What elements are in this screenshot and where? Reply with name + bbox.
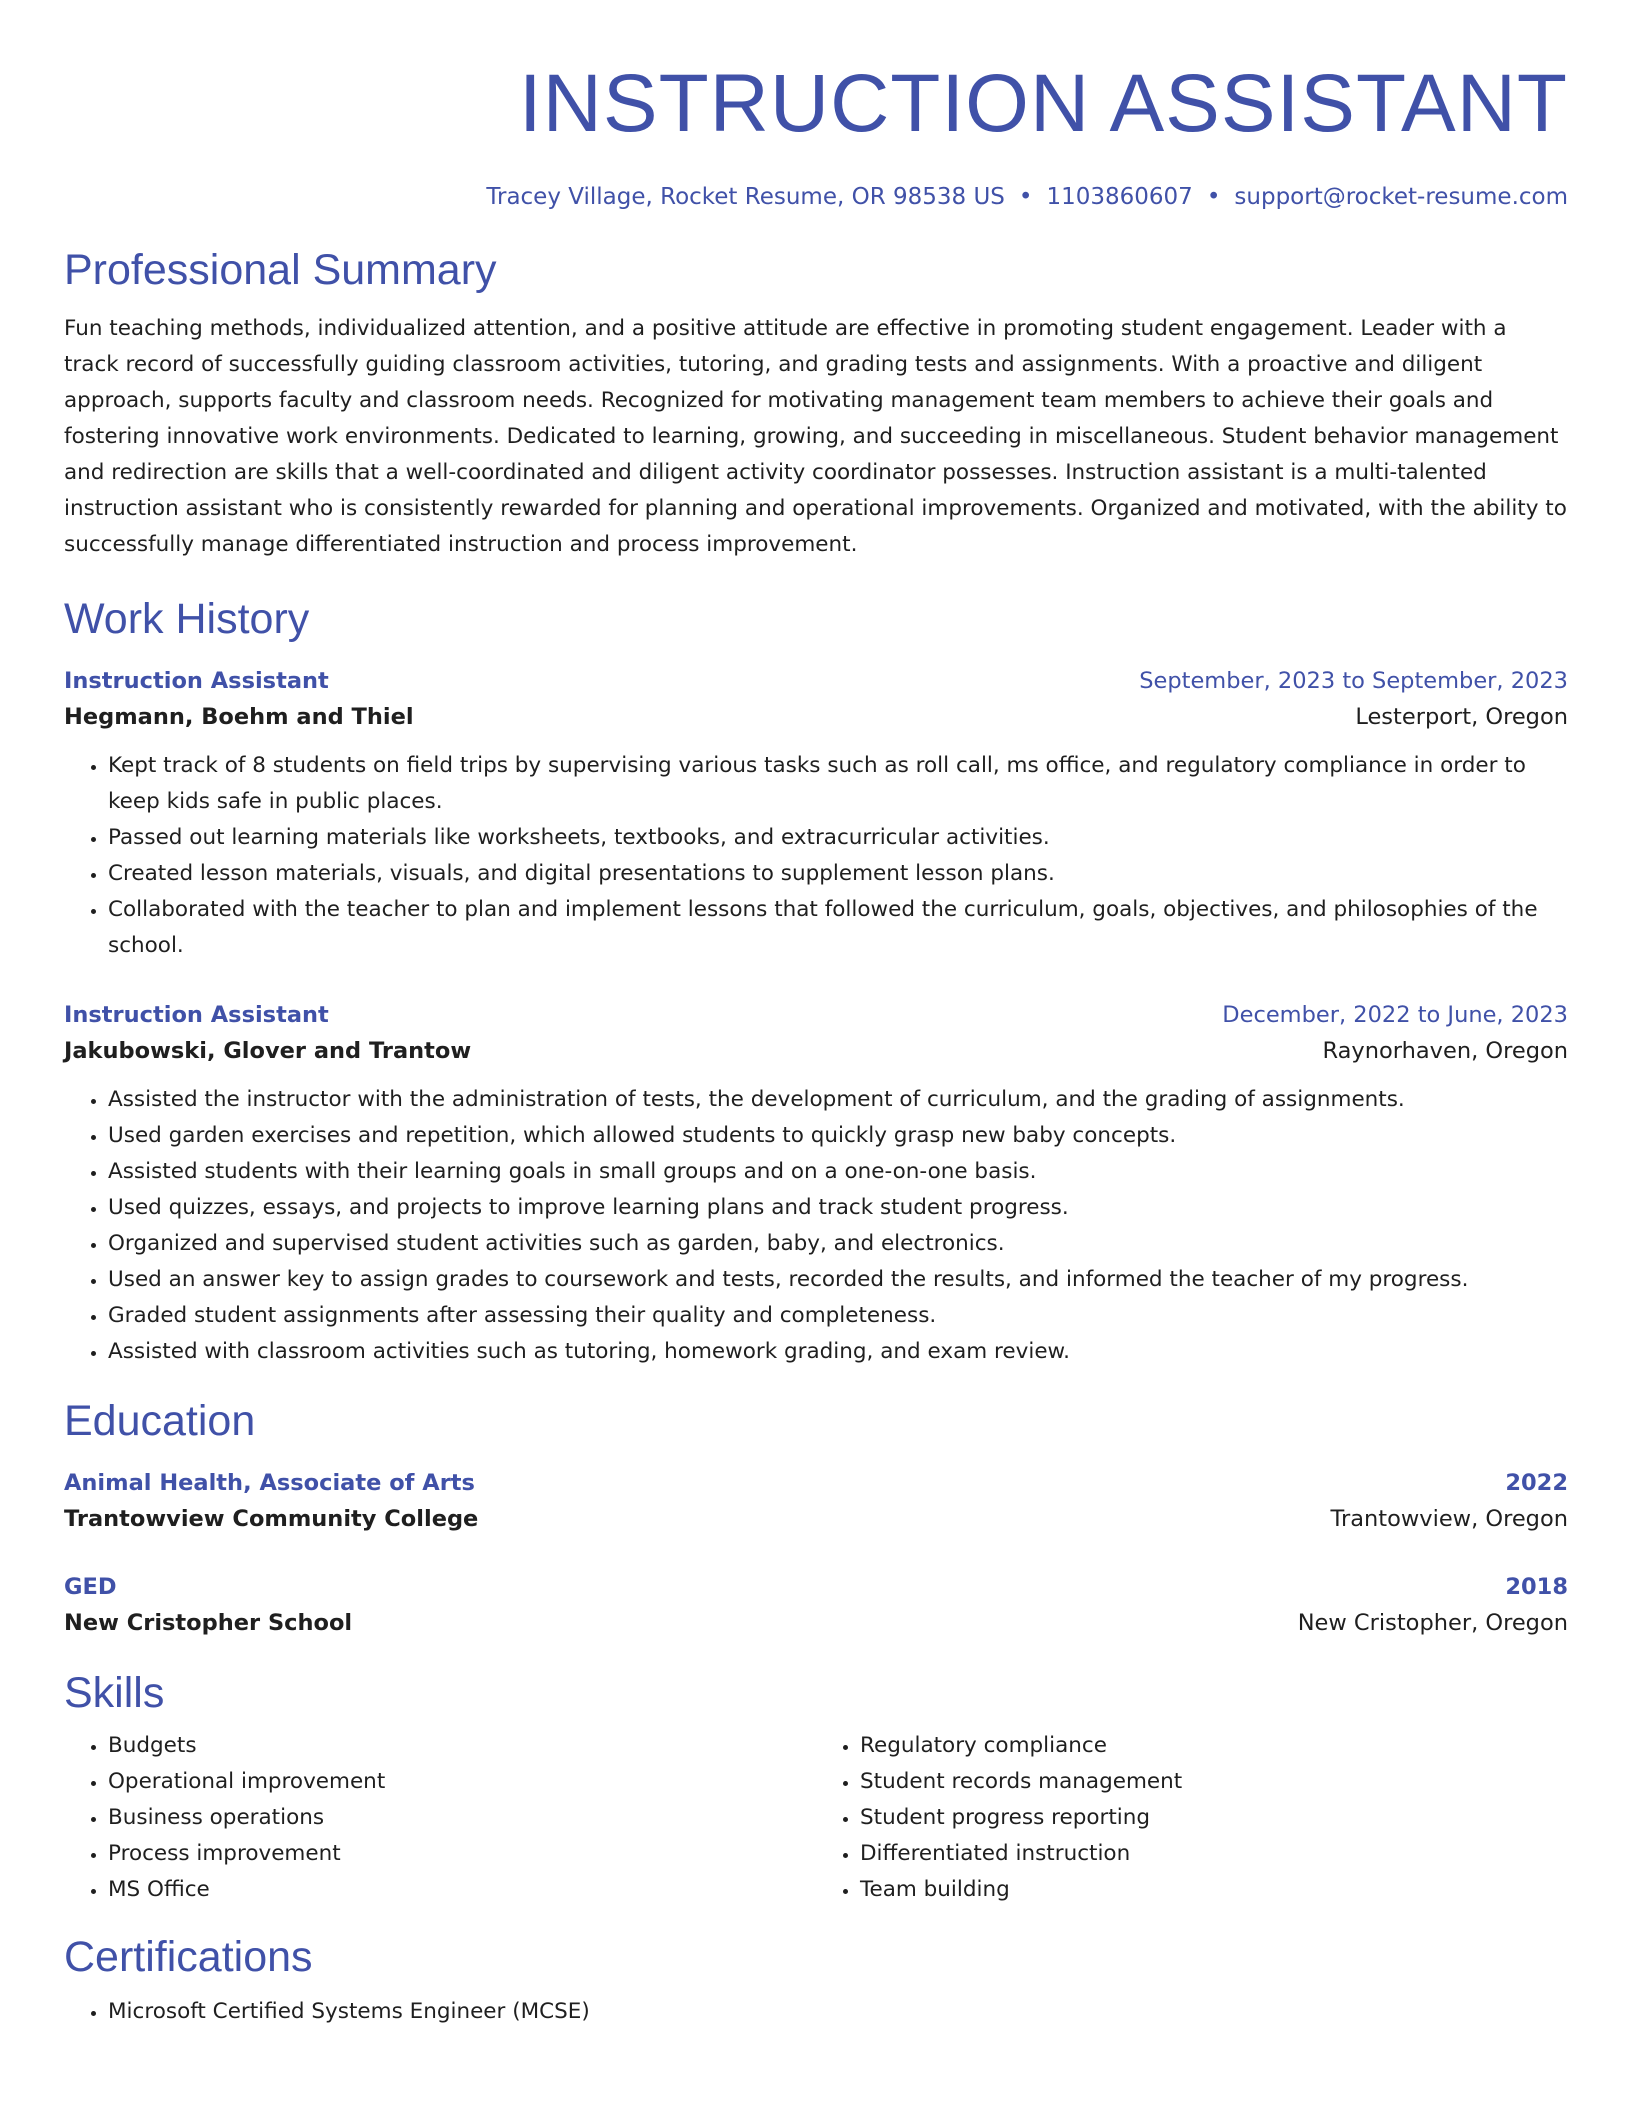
skill-item: • Process improvement — [108, 1836, 816, 1872]
skill-item: • Team building — [860, 1872, 1568, 1908]
education-entry — [64, 1466, 1568, 1538]
education-year: 2018 — [1505, 1574, 1568, 1600]
skills-section — [64, 1668, 1568, 1908]
degree-title: Animal Health, Associate of Arts — [64, 1470, 475, 1496]
skills-list — [816, 1728, 1568, 1908]
job-bullet: • Assisted the instructor with the administration of tests, the development of curriculum, and the grading of assignments. — [108, 1082, 1568, 1118]
job-bullet: • Used garden exercises and repetition, which allowed students to quickly grasp new baby concepts. — [108, 1118, 1568, 1154]
skills-column-right — [816, 1728, 1568, 1908]
skill-item: • MS Office — [108, 1872, 816, 1908]
resume-header — [64, 0, 1568, 213]
contact-email[interactable]: support@rocket-resume.com — [1234, 184, 1568, 210]
job-company: Jakubowski, Glover and Trantow — [64, 1038, 472, 1064]
work-entry-title-row — [64, 664, 1568, 698]
education-sub-row — [64, 1500, 1568, 1538]
job-location: Lesterport, Oregon — [1355, 704, 1568, 730]
job-bullet: • Used quizzes, essays, and projects to improve learning plans and track student progress. — [108, 1190, 1568, 1226]
certifications-list — [64, 1994, 1568, 2030]
education-section — [64, 1396, 1568, 1642]
job-title: Instruction Assistant — [64, 1002, 329, 1028]
skills-heading: Skills — [64, 1669, 165, 1717]
skill-item: • Business operations — [108, 1800, 816, 1836]
education-year: 2022 — [1505, 1470, 1568, 1496]
work-entry-sub-row — [64, 1032, 1568, 1070]
job-bullet: • Created lesson materials, visuals, and digital presentations to supplement lesson plans. — [108, 856, 1568, 892]
school-location: New Cristopher, Oregon — [1297, 1610, 1568, 1636]
skill-item: • Differentiated instruction — [860, 1836, 1568, 1872]
education-heading: Education — [64, 1397, 256, 1445]
job-location: Raynorhaven, Oregon — [1322, 1038, 1568, 1064]
summary-text: Fun teaching methods, individualized attention, and a positive attitude are effective in promoting student engagement. Leader with a track record of successfully guiding classroom activities, tutoring, and grading tests and assignments. With a proactive and diligent approach, supports faculty and classroom needs. Recognized for motivating management team members to achieve their goals and fostering innovative work environments. Dedicated to learning, growing, and succeeding in miscellaneous. Student behavior management and redirection are skills that a well-coordinated and diligent activity coordinator possesses. Instruction assistant is a multi-talented instruction assistant who is consistently rewarded for planning and operational improvements. Organized and motivated, with the ability to successfully manage differentiated instruction and process improvement. — [64, 316, 1567, 557]
job-title: Instruction Assistant — [64, 668, 329, 694]
contact-phone: 1103860607 — [1046, 184, 1193, 210]
job-bullet-list — [64, 748, 1568, 964]
job-bullet: • Assisted with classroom activities such as tutoring, homework grading, and exam review. — [108, 1334, 1568, 1370]
skills-column-left — [64, 1728, 816, 1908]
work-entry-title-row — [64, 998, 1568, 1032]
contact-separator: • — [1206, 184, 1221, 210]
contact-separator: • — [1018, 184, 1033, 210]
work-history-section — [64, 594, 1568, 1370]
certifications-heading: Certifications — [64, 1933, 313, 1981]
skill-item: • Regulatory compliance — [860, 1728, 1568, 1764]
job-bullet: • Organized and supervised student activities such as garden, baby, and electronics. — [108, 1226, 1568, 1262]
job-bullet: • Kept track of 8 students on field trips by supervising various tasks such as roll call, ms office, and regulatory compliance in order to keep kids safe in public places. — [108, 748, 1568, 820]
summary-section — [64, 245, 1568, 563]
contact-address: Tracey Village, Rocket Resume, OR 98538 US — [486, 184, 1005, 210]
work-history-heading: Work History — [64, 595, 310, 643]
job-dates: September, 2023 to September, 2023 — [1139, 668, 1568, 694]
education-title-row — [64, 1466, 1568, 1500]
skills-grid — [64, 1728, 1568, 1908]
school-name: Trantowview Community College — [64, 1506, 479, 1532]
skill-item: • Operational improvement — [108, 1764, 816, 1800]
job-bullet: • Graded student assignments after assessing their quality and completeness. — [108, 1298, 1568, 1334]
resume-title: INSTRUCTION ASSISTANT — [518, 58, 1568, 149]
work-entry — [64, 998, 1568, 1370]
job-bullet-list — [64, 1082, 1568, 1370]
school-location: Trantowview, Oregon — [1330, 1506, 1568, 1532]
skills-list — [64, 1728, 816, 1908]
education-sub-row — [64, 1604, 1568, 1642]
education-entry — [64, 1570, 1568, 1642]
certifications-section — [64, 1932, 1568, 2030]
job-company: Hegmann, Boehm and Thiel — [64, 704, 414, 730]
degree-title: GED — [64, 1574, 117, 1600]
skill-item: • Budgets — [108, 1728, 816, 1764]
summary-heading: Professional Summary — [64, 246, 497, 294]
job-bullet: • Collaborated with the teacher to plan and implement lessons that followed the curriculum, goals, objectives, and philosophies of the school. — [108, 892, 1568, 964]
job-bullet: • Assisted students with their learning goals in small groups and on a one-on-one basis. — [108, 1154, 1568, 1190]
skill-item: • Student records management — [860, 1764, 1568, 1800]
certification-item: • Microsoft Certified Systems Engineer (MCSE) — [108, 1994, 1568, 2030]
job-dates: December, 2022 to June, 2023 — [1222, 1002, 1568, 1028]
education-title-row — [64, 1570, 1568, 1604]
contact-line — [64, 181, 1568, 213]
job-bullet: • Passed out learning materials like worksheets, textbooks, and extracurricular activities. — [108, 820, 1568, 856]
work-entry — [64, 664, 1568, 964]
work-entry-sub-row — [64, 698, 1568, 736]
school-name: New Cristopher School — [64, 1610, 353, 1636]
job-bullet: • Used an answer key to assign grades to coursework and tests, recorded the results, and informed the teacher of my progress. — [108, 1262, 1568, 1298]
skill-item: • Student progress reporting — [860, 1800, 1568, 1836]
